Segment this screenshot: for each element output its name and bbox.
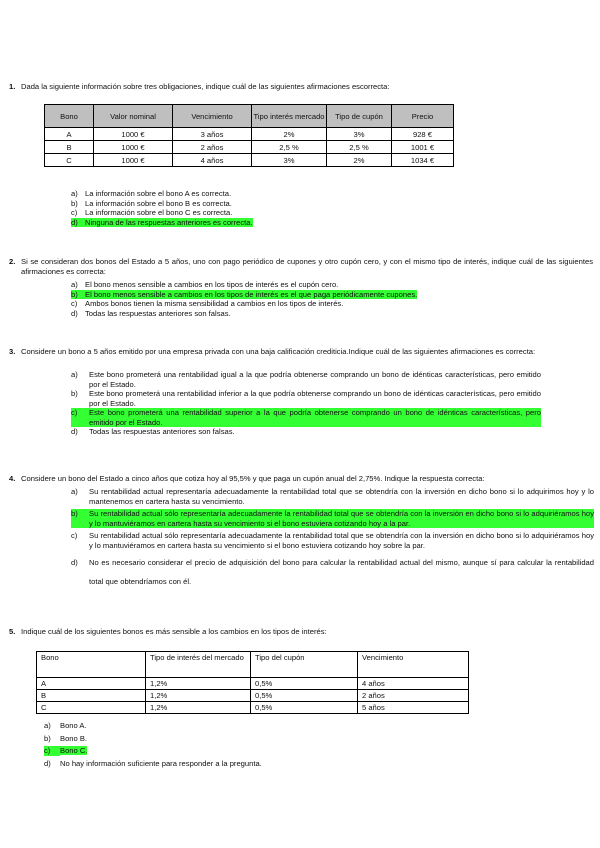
option-a[interactable] bbox=[71, 189, 551, 199]
table-header-cell: Valor nominal bbox=[94, 105, 173, 128]
question-number: 1. bbox=[9, 82, 16, 91]
table-cell: 2 años bbox=[358, 690, 469, 702]
option-d[interactable] bbox=[71, 427, 541, 437]
option-label: d) bbox=[71, 427, 78, 436]
option-c[interactable] bbox=[71, 299, 591, 309]
option-text-correct: Bono C. bbox=[60, 746, 88, 755]
table-cell: 2% bbox=[327, 154, 392, 167]
option-c[interactable] bbox=[71, 531, 594, 550]
option-label: c) bbox=[71, 408, 78, 417]
option-label: b) bbox=[71, 198, 78, 208]
table-header-cell: Tipo del cupón bbox=[251, 652, 358, 678]
question-5-options bbox=[44, 721, 464, 768]
option-a[interactable] bbox=[71, 280, 591, 290]
option-d[interactable] bbox=[71, 553, 594, 591]
option-label: a) bbox=[71, 370, 78, 379]
option-text: Este bono prometerá una rentabilidad inferior a la que podría obtenerse comprando un bono de idénticas características, pero emitido por el Estado. bbox=[89, 389, 541, 408]
option-b[interactable] bbox=[71, 509, 594, 528]
table-cell: 3% bbox=[327, 128, 392, 141]
table-row bbox=[45, 141, 454, 154]
table-header-cell: Precio bbox=[392, 105, 454, 128]
question-4-header bbox=[9, 474, 593, 484]
option-text: Todas las respuestas anteriores son falsas. bbox=[89, 427, 235, 436]
question-2 bbox=[9, 257, 593, 277]
option-d[interactable] bbox=[44, 759, 464, 769]
table-cell: B bbox=[37, 690, 146, 702]
table-header-cell: Bono bbox=[37, 652, 146, 678]
table-cell: 928 € bbox=[392, 128, 454, 141]
table-cell: 0,5% bbox=[251, 678, 358, 690]
option-label: d) bbox=[44, 758, 51, 768]
table-cell: C bbox=[45, 154, 94, 167]
option-text: Bono A. bbox=[60, 721, 87, 730]
table-header-cell: Bono bbox=[45, 105, 94, 128]
option-label: a) bbox=[44, 721, 51, 730]
table-cell: 2% bbox=[252, 128, 327, 141]
table-cell: 1000 € bbox=[94, 154, 173, 167]
question-number: 5. bbox=[9, 627, 16, 636]
option-label: b) bbox=[71, 290, 85, 300]
table-cell: 1000 € bbox=[94, 141, 173, 154]
table-header-row bbox=[45, 105, 454, 128]
question-number: 4. bbox=[9, 474, 16, 483]
table-cell: A bbox=[45, 128, 94, 141]
option-d[interactable] bbox=[71, 309, 591, 319]
table-cell: 1,2% bbox=[146, 702, 251, 714]
bond-table-q1 bbox=[44, 104, 454, 167]
table-cell: 2 años bbox=[173, 141, 252, 154]
question-3-options bbox=[71, 370, 541, 437]
table-row bbox=[45, 128, 454, 141]
question-4 bbox=[9, 474, 593, 484]
option-text: Este bono prometerá una rentabilidad igual a la que podría obtenerse comprando un bono de idénticas características, pero emitido por el Estado. bbox=[89, 370, 541, 389]
option-a[interactable] bbox=[71, 370, 541, 389]
question-text: Considere un bono a 5 años emitido por una empresa privada con una baja calificación crediticia.Indique cuál de las siguientes afirmaciones es correcta: bbox=[21, 347, 536, 356]
option-text-correct: Su rentabilidad actual sólo representaría adecuadamente la rentabilidad total que se obtendría con la inversión en dicho bono si lo adquiriéramos hoy y lo mantuviéramos en cartera hasta su vencimiento si el bono estuviera cotizando hoy a la par. bbox=[89, 509, 594, 528]
table-row bbox=[37, 678, 469, 690]
table-cell: 1,2% bbox=[146, 690, 251, 702]
option-text-correct: Este bono prometerá una rentabilidad superior a la que podría obtenerse comprando un bono de idénticas características, pero emitido por el Estado. bbox=[89, 408, 541, 427]
option-b[interactable] bbox=[71, 199, 551, 209]
option-b[interactable] bbox=[71, 290, 591, 300]
option-c[interactable] bbox=[71, 208, 551, 218]
table-cell: 2,5 % bbox=[327, 141, 392, 154]
table-cell: 0,5% bbox=[251, 690, 358, 702]
table-cell: 1034 € bbox=[392, 154, 454, 167]
question-text: Si se consideran dos bonos del Estado a 5 años, uno con pago periódico de cupones y otro cupón cero, y con el mismo tipo de interés, indique cuál de las siguientes afirmaciones es correcta: bbox=[21, 257, 593, 276]
option-text: La información sobre el bono C es correcta. bbox=[85, 208, 233, 217]
option-c[interactable] bbox=[44, 746, 464, 756]
question-1 bbox=[9, 82, 593, 92]
table-cell: 5 años bbox=[358, 702, 469, 714]
option-text: El bono menos sensible a cambios en los tipos de interés es el cupón cero. bbox=[85, 280, 339, 289]
option-label: a) bbox=[71, 189, 78, 198]
question-2-options bbox=[71, 280, 591, 318]
table-row bbox=[37, 702, 469, 714]
option-label: a) bbox=[71, 487, 78, 496]
option-b[interactable] bbox=[71, 389, 541, 408]
question-4-options bbox=[71, 487, 594, 591]
table-cell: 3% bbox=[252, 154, 327, 167]
table-cell: 2,5 % bbox=[252, 141, 327, 154]
option-a[interactable] bbox=[44, 721, 464, 731]
question-3-header bbox=[9, 347, 593, 357]
option-c[interactable] bbox=[71, 408, 541, 427]
option-label: a) bbox=[71, 280, 78, 289]
question-5 bbox=[9, 627, 593, 637]
option-a[interactable] bbox=[71, 487, 594, 506]
bond-table-q5 bbox=[36, 651, 469, 714]
table-row bbox=[45, 154, 454, 167]
option-text-correct: Ninguna de las respuestas anteriores es correcta. bbox=[85, 217, 253, 227]
table-header-row bbox=[37, 652, 469, 678]
option-text-correct: El bono menos sensible a cambios en los tipos de interés es el que paga periódicamente cupones. bbox=[85, 289, 418, 299]
question-3 bbox=[9, 347, 593, 357]
option-label: d) bbox=[71, 308, 78, 318]
table-cell: A bbox=[37, 678, 146, 690]
table-cell: C bbox=[37, 702, 146, 714]
option-label: c) bbox=[71, 531, 78, 540]
table-header-cell: Vencimiento bbox=[358, 652, 469, 678]
option-b[interactable] bbox=[44, 734, 464, 744]
table-cell: 1001 € bbox=[392, 141, 454, 154]
table-cell: B bbox=[45, 141, 94, 154]
option-text: Su rentabilidad actual sólo representaría adecuadamente la rentabilidad total que se obtendría con la inversión en dicho bono si lo adquiriéramos hoy y lo mantuviéramos en cartera hasta su vencimiento si el bono estuviera cotizando hoy sobre la par. bbox=[89, 531, 594, 550]
option-label: d) bbox=[71, 218, 85, 228]
option-text: Ambos bonos tienen la misma sensibilidad a cambios en los tipos de interés. bbox=[85, 299, 344, 308]
option-label: c) bbox=[44, 746, 60, 756]
question-1-options bbox=[71, 189, 551, 227]
table-header-cell: Tipo de interés del mercado bbox=[146, 652, 251, 678]
option-text: Su rentabilidad actual representaría adecuadamente la rentabilidad total que se obtendría con la inversión en dicho bono si lo adquirimos hoy y lo mantenemos en cartera hasta su vencimiento. bbox=[89, 487, 594, 506]
question-1-header bbox=[9, 82, 593, 92]
option-label: b) bbox=[44, 733, 51, 743]
option-text: No hay información suficiente para responder a la pregunta. bbox=[60, 758, 262, 768]
option-label: b) bbox=[71, 389, 78, 398]
question-5-header bbox=[9, 627, 593, 637]
option-label: d) bbox=[71, 558, 78, 567]
table-row bbox=[37, 690, 469, 702]
option-text: Todas las respuestas anteriores son falsas. bbox=[85, 308, 231, 318]
table-cell: 1000 € bbox=[94, 128, 173, 141]
option-text: La información sobre el bono A es correcta. bbox=[85, 189, 232, 198]
table-cell: 3 años bbox=[173, 128, 252, 141]
table-cell: 1,2% bbox=[146, 678, 251, 690]
question-text: Dada la siguiente información sobre tres obligaciones, indique cuál de las siguientes afirmaciones escorrecta: bbox=[21, 82, 390, 91]
table-cell: 4 años bbox=[358, 678, 469, 690]
table-header-cell: Tipo de cupón bbox=[327, 105, 392, 128]
table-cell: 4 años bbox=[173, 154, 252, 167]
option-text: La información sobre el bono B es correcta. bbox=[85, 198, 232, 208]
option-label: c) bbox=[71, 299, 78, 308]
option-text: Bono B. bbox=[60, 733, 88, 743]
question-number: 2. bbox=[9, 257, 16, 266]
question-text: Indique cuál de los siguientes bonos es más sensible a los cambios en los tipos de interés: bbox=[21, 627, 327, 636]
option-text: No es necesario considerar el precio de adquisición del bono para calcular la rentabilidad actual del mismo, aunque sí para calcular la rentabilidad total que obtendríamos con él. bbox=[89, 558, 594, 586]
option-d[interactable] bbox=[71, 218, 551, 228]
table-cell: 0,5% bbox=[251, 702, 358, 714]
question-number: 3. bbox=[9, 347, 16, 356]
option-label: c) bbox=[71, 208, 78, 217]
table-header-cell: Tipo interés mercado bbox=[252, 105, 327, 128]
question-2-header bbox=[9, 257, 593, 277]
option-label: b) bbox=[71, 509, 78, 518]
question-text: Considere un bono del Estado a cinco años que cotiza hoy al 95,5% y que paga un cupón anual del 2,75%. Indique la respuesta correcta: bbox=[21, 474, 485, 483]
table-header-cell: Vencimiento bbox=[173, 105, 252, 128]
